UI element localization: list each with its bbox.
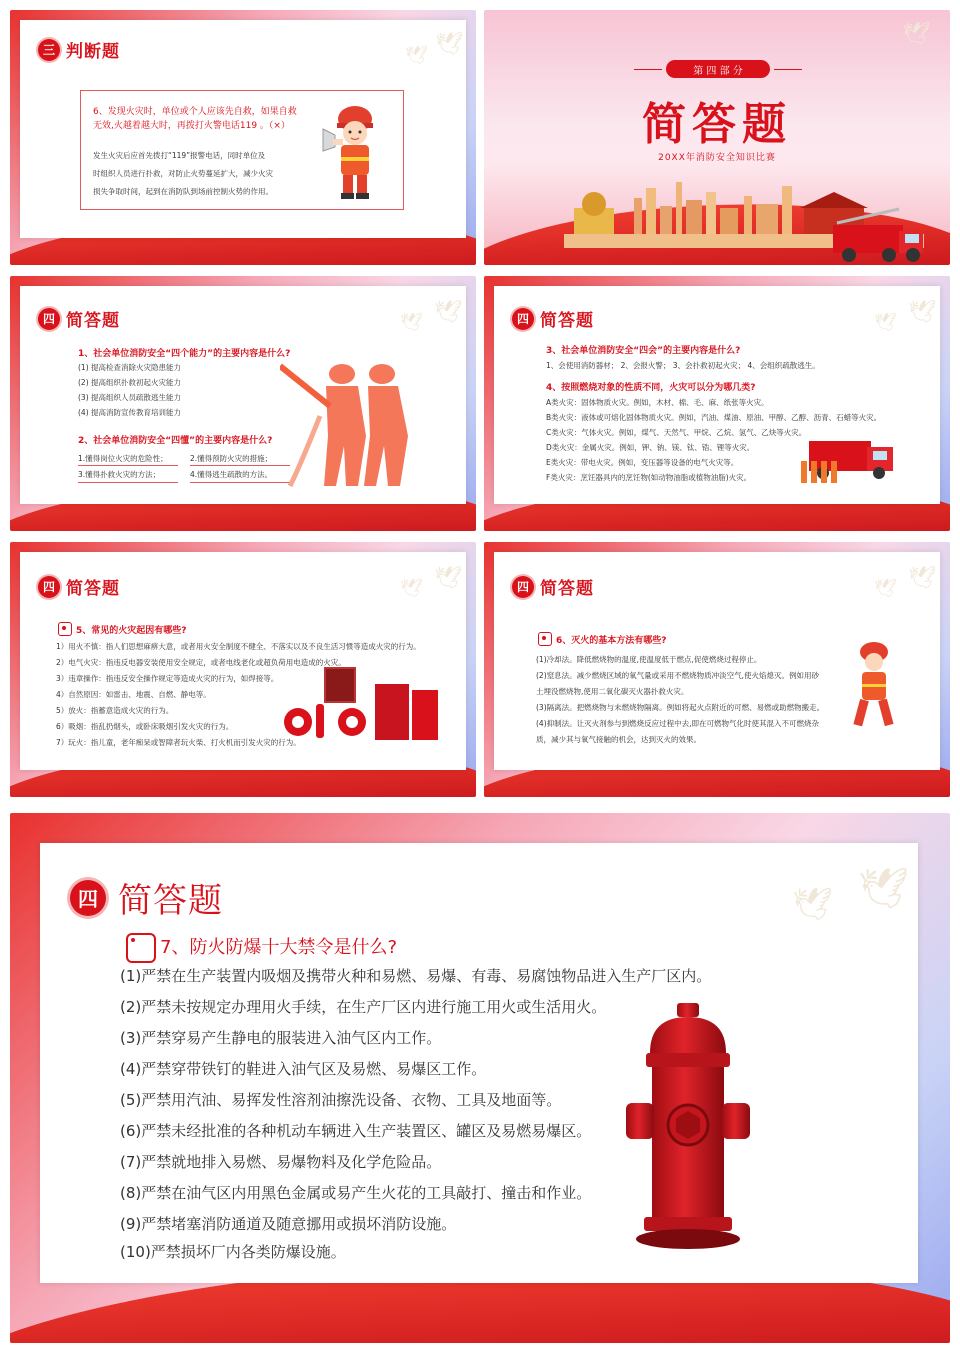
fire-truck-illustration bbox=[829, 205, 929, 265]
section-number-badge: 四 bbox=[512, 308, 534, 330]
section-header bbox=[38, 37, 120, 62]
section-number-badge: 四 bbox=[70, 880, 106, 916]
divider bbox=[78, 465, 178, 466]
list-item: A类火灾：固体物质火灾。例如，木材、棉、毛、麻、纸张等火灾。 bbox=[546, 398, 769, 407]
list-item: (3) 提高组织人员疏散逃生能力 bbox=[78, 393, 182, 402]
dove-icon: 🕊 bbox=[405, 45, 428, 66]
list-item: 5）放火：指蓄意造成火灾的行为。 bbox=[56, 706, 174, 715]
slide-3 bbox=[10, 276, 476, 531]
list-item: (5)严禁用汽油、易挥发性溶剂油擦洗设备、衣物、工具及地面等。 bbox=[120, 1091, 562, 1109]
list-item: 1、会使用消防器材； 2、会报火警； 3、会扑救初起火灾； 4、会组织疏散逃生。 bbox=[546, 361, 820, 370]
answer-line: 时组织人员进行扑救，对防止火势蔓延扩大，减少火灾 bbox=[93, 169, 273, 178]
list-item: (3)隔离法。把燃烧物与未燃烧物隔离。例如将起火点附近的可燃、易燃或助燃物搬走。 bbox=[536, 703, 825, 712]
list-item: 2.懂得预防火灾的措施； bbox=[190, 454, 273, 463]
dove-icon: 🕊 bbox=[400, 312, 423, 333]
question-3: 3、社会单位消防安全“四会”的主要内容是什么? bbox=[546, 346, 741, 356]
list-item: 1.懂得岗位火灾的危险性； bbox=[78, 454, 168, 463]
list-item: B类火灾：液体或可熔化固体物质火灾。例如，汽油、煤油、原油、甲醇、乙醇、沥青、石蜡等火灾。 bbox=[546, 413, 882, 422]
divider bbox=[78, 482, 178, 483]
list-item: (3)严禁穿易产生静电的服装进入油气区内工作。 bbox=[120, 1029, 442, 1047]
dove-icon: 🕊 bbox=[400, 578, 423, 599]
question-4: 4、按照燃烧对象的性质不同，火灾可以分为哪几类? bbox=[546, 383, 756, 393]
list-item: (2)严禁未按规定办理用火手续，在生产厂区内进行施工用火或生活用火。 bbox=[120, 998, 607, 1016]
cover-title: 简答题 bbox=[642, 99, 792, 150]
list-item: (4)抑制法。让灭火剂参与到燃烧反应过程中去,即在可燃物气化时使其混入不可燃烧杂 bbox=[536, 719, 820, 728]
list-item: (1)严禁在生产装置内吸烟及携带火种和易燃、易爆、有毒、易腐蚀物品进入生产厂区内。 bbox=[120, 967, 712, 985]
question-6: 6、灭火的基本方法有哪些? bbox=[556, 636, 667, 646]
list-item: (6)严禁未经批准的各种机动车辆进入生产装置区、罐区及易燃易爆区。 bbox=[120, 1122, 592, 1140]
section-title: 简答题 bbox=[540, 579, 594, 599]
section-title: 判断题 bbox=[66, 42, 120, 62]
part-line-right bbox=[774, 69, 802, 70]
list-item: C类火灾：气体火灾。例如，煤气、天然气、甲烷、乙烷、氢气、乙炔等火灾。 bbox=[546, 428, 807, 437]
slide-5 bbox=[10, 542, 476, 797]
slide-4 bbox=[484, 276, 950, 531]
list-item: (2) 提高组织扑救初起火灾能力 bbox=[78, 378, 182, 387]
section-number-badge: 四 bbox=[38, 308, 60, 330]
section-title: 简答题 bbox=[66, 579, 120, 599]
dove-icon: 🕊 bbox=[434, 566, 462, 591]
list-item: 6）吸烟：指乱扔烟头，或卧床吸烟引发火灾的行为。 bbox=[56, 722, 234, 731]
answer-line: 发生火灾后应首先拨打“119”报警电话，同时单位及 bbox=[93, 151, 266, 160]
question-box bbox=[80, 90, 404, 210]
dove-icon: 🕊 bbox=[434, 300, 462, 325]
section-number-badge: 四 bbox=[38, 576, 60, 598]
section-title: 简答题 bbox=[66, 311, 120, 331]
list-item: (1) 提高检查消除火灾隐患能力 bbox=[78, 363, 182, 372]
dove-icon: 🕊 bbox=[792, 885, 833, 923]
section-title: 简答题 bbox=[118, 881, 223, 921]
question-2: 2、社会单位消防安全“四懂”的主要内容是什么? bbox=[78, 436, 273, 446]
list-item: (7)严禁就地排入易燃、易爆物料及化学危险品。 bbox=[120, 1153, 442, 1171]
part-label-text: 第 四 部 分 bbox=[693, 65, 743, 77]
list-item: 4.懂得逃生疏散的方法。 bbox=[190, 470, 273, 479]
dove-icon: 🕊 bbox=[858, 866, 909, 912]
section-header bbox=[512, 574, 594, 599]
slide-1 bbox=[10, 10, 476, 265]
section-number-badge: 三 bbox=[38, 39, 60, 61]
fire-extinguisher-icon bbox=[58, 622, 72, 636]
section-header bbox=[38, 574, 120, 599]
dove-icon: 🕊 bbox=[908, 566, 936, 591]
list-item: D类火灾：金属火灾。例如，钾、钠、镁、钛、锆、锂等火灾。 bbox=[546, 443, 755, 452]
slide-7 bbox=[10, 813, 950, 1343]
list-item: (1)冷却法。降低燃烧物的温度,使温度低于燃点,促使燃烧过程停止。 bbox=[536, 655, 762, 664]
list-item: (8)严禁在油气区内用黑色金属或易产生火花的工具敲打、撞击和作业。 bbox=[120, 1184, 592, 1202]
answer-line: 损失争取时间，起到在消防队到场前控制火势的作用。 bbox=[93, 187, 273, 196]
fire-equipment-illustration bbox=[280, 664, 450, 744]
dove-icon: 🕊 bbox=[908, 300, 936, 325]
question-7: 7、防火防爆十大禁令是什么? bbox=[160, 937, 398, 958]
slide-2 bbox=[484, 10, 950, 265]
list-item: E类火灾：带电火灾。例如，变压器等设备的电气火灾等。 bbox=[546, 458, 739, 467]
firefighter-kid-illustration bbox=[321, 99, 393, 203]
fire-extinguisher-icon bbox=[126, 933, 156, 963]
list-item: 土埋没燃烧物,使用二氧化碳灭火器扑救火灾。 bbox=[536, 687, 689, 696]
question-text: 6、发现火灾时，单位或个人应该先自救，如果自救无效,火越着越大时，再拨打火警电话119 。（×） bbox=[93, 107, 297, 131]
list-item: F类火灾：烹饪器具内的烹饪物(如动物油脂或植物油脂)火灾。 bbox=[546, 473, 752, 482]
section-title: 简答题 bbox=[540, 311, 594, 331]
dove-icon: 🕊 bbox=[874, 312, 897, 333]
list-item: 3）违章操作：指违反安全操作规定等造成火灾的行为，如焊接等。 bbox=[56, 674, 279, 683]
fire-hydrant-illustration bbox=[622, 1003, 752, 1263]
slide-6 bbox=[484, 542, 950, 797]
section-header bbox=[512, 306, 594, 331]
list-item: (4) 提高消防宣传教育培训能力 bbox=[78, 408, 182, 417]
dove-icon: 🕊 bbox=[874, 578, 897, 599]
section-header bbox=[38, 306, 120, 331]
question-5: 5、常见的火灾起因有哪些? bbox=[76, 626, 187, 636]
question-1: 1、社会单位消防安全“四个能力”的主要内容是什么? bbox=[78, 349, 291, 359]
list-item: 7）玩火：指儿童，老年痴呆或智障者玩火柴、打火机而引发火灾的行为。 bbox=[56, 738, 301, 747]
divider bbox=[190, 465, 290, 466]
list-item: (9)严禁堵塞消防通道及随意挪用或损坏消防设施。 bbox=[120, 1215, 457, 1233]
fire-extinguisher-icon bbox=[538, 632, 552, 646]
list-item: (10)严禁损坏厂内各类防爆设施。 bbox=[120, 1243, 346, 1261]
section-number-badge: 四 bbox=[512, 576, 534, 598]
firefighters-silhouette-illustration bbox=[280, 356, 430, 496]
part-line-left bbox=[634, 69, 662, 70]
list-item: 质，减少其与氧气接触的机会，达到灭火的效果。 bbox=[536, 735, 701, 744]
divider bbox=[190, 482, 290, 483]
dove-icon: 🕊 bbox=[902, 22, 930, 47]
list-item: 2）电气火灾：指违反电器安装使用安全规定，或者电线老化或超负荷用电造成的火灾。 bbox=[56, 658, 346, 667]
list-item: (2)窒息法。减少燃烧区域的氧气量或采用不燃烧物质冲淡空气,使火焰熄灭。例如用砂 bbox=[536, 671, 820, 680]
part-label bbox=[666, 60, 770, 78]
fire-truck-crew-illustration bbox=[799, 431, 899, 487]
running-firefighter-illustration bbox=[844, 638, 904, 738]
list-item: 3.懂得扑救火灾的方法； bbox=[78, 470, 161, 479]
dove-icon: 🕊 bbox=[435, 32, 463, 57]
section-header bbox=[70, 873, 223, 922]
cover-subtitle: 20XX年消防安全知识比赛 bbox=[658, 153, 776, 163]
list-item: 4）自然原因：如雷击、地震、自燃、静电等。 bbox=[56, 690, 211, 699]
list-item: (4)严禁穿带铁钉的鞋进入油气区及易燃、易爆区工作。 bbox=[120, 1060, 487, 1078]
list-item: 1）用火不慎：指人们思想麻痹大意，或者用火安全制度不健全、不落实以及不良生活习惯等造成火灾的行为。 bbox=[56, 642, 421, 651]
